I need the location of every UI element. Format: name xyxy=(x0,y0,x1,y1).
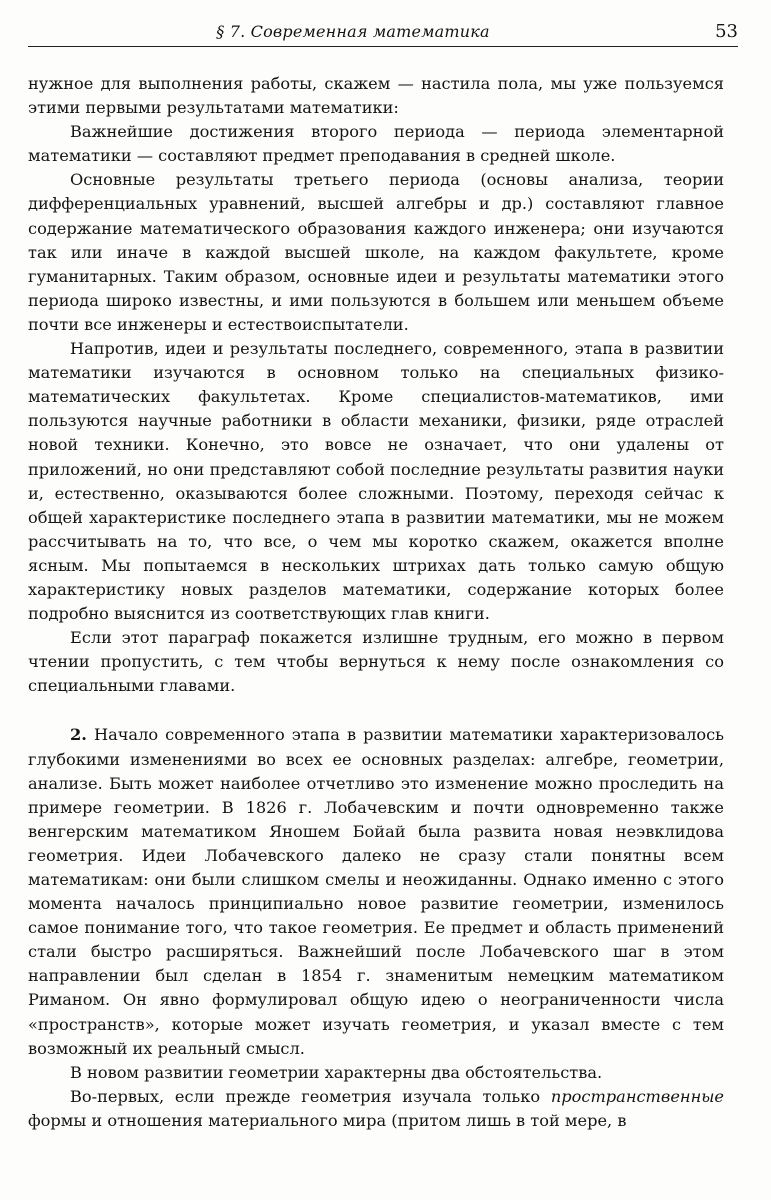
paragraph-text: формы и отношения материального мира (притом лишь в той мере, в xyxy=(28,1110,627,1130)
page-number: 53 xyxy=(715,21,738,42)
paragraph-text: Во-первых, если прежде геометрия изучала только xyxy=(70,1086,551,1106)
header-rule xyxy=(28,46,738,47)
paragraph: нужное для выполнения работы, скажем — настила пола, мы уже пользуемся этими первыми результатами математики: xyxy=(28,74,724,118)
paragraph: Важнейшие достижения второго периода — периода элементарной математики — составляют предмет преподавания в средней школе. xyxy=(28,122,724,166)
paragraph: В новом развитии геометрии характерны два обстоятельства. xyxy=(70,1062,603,1082)
section-number: 2. xyxy=(70,725,87,745)
paragraph: Если этот параграф покажется излишне трудным, его можно в первом чтении пропустить, с тем чтобы вернуться к нему после ознакомления со специальными главами. xyxy=(28,628,724,696)
header-title: § 7. Современная математика xyxy=(216,22,490,41)
paragraph: Основные результаты третьего периода (основы анализа, теории дифференциальных уравнений, высшей алгебры и др.) составляют главное содержание математического образования каждого инженера; они изучаются так или иначе в каждой высшей школе, на каждом факультете, кроме гуманитарных. Таким образом, основные идеи и результаты математики этого периода широко известны, и ими пользуются в большем или меньшем объеме почти все инженеры и естествоиспытатели. xyxy=(28,170,724,334)
body-text xyxy=(28,72,724,1133)
paragraph: Напротив, идеи и результаты последнего, современного, этапа в развитии математики изучаются в основном только на специальных физико-математических факультетах. Кроме специалистов-математиков, ими пользуются научные работники в области механики, физики, ряде отраслей новой техники. Конечно, это вовсе не означает, что они удалены от приложений, но они представляют собой последние результаты развития науки и, естественно, оказываются более сложными. Поэтому, переходя сейчас к общей характеристике последнего этапа в развитии математики, мы не можем рассчитывать на то, что все, о чем мы коротко скажем, окажется вполне ясным. Мы попытаемся в нескольких штрихах дать только самую общую характеристику новых разделов математики, содержание которых более подробно выяснится из соответствующих глав книги. xyxy=(28,339,724,624)
section-paragraph xyxy=(28,723,724,1060)
paragraph-text: Начало современного этапа в развитии математики характеризовалось глубокими изменениями во всех ее основных разделах: алгебре, геометрии, анализе. Быть может наиболее отчетливо это изменение можно проследить на примере геометрии. В 1826 г. Лобачевским и почти одновременно также венгерским математиком Яношем Бойай была развита новая неэвклидова геометрия. Идеи Лобачевского далеко не сразу стали понятны всем математикам: они были слишком смелы и неожиданны. Однако именно с этого момента началось принципиально новое развитие геометрии, изменилось самое понимание того, что такое геометрия. Ее предмет и область применений стали быстро расширяться. Важнейший после Лобачевского шаг в этом направлении был сделан в 1854 г. знаменитым немецким математиком Риманом. Он явно формулировал общую идею о неограниченности числа «пространств», которые может изучать геометрия, и указал вместе с тем возможный их реальный смысл. xyxy=(28,725,724,1058)
running-header xyxy=(28,18,738,46)
emphasis-text: пространственные xyxy=(550,1086,724,1106)
paragraph xyxy=(28,1085,724,1133)
